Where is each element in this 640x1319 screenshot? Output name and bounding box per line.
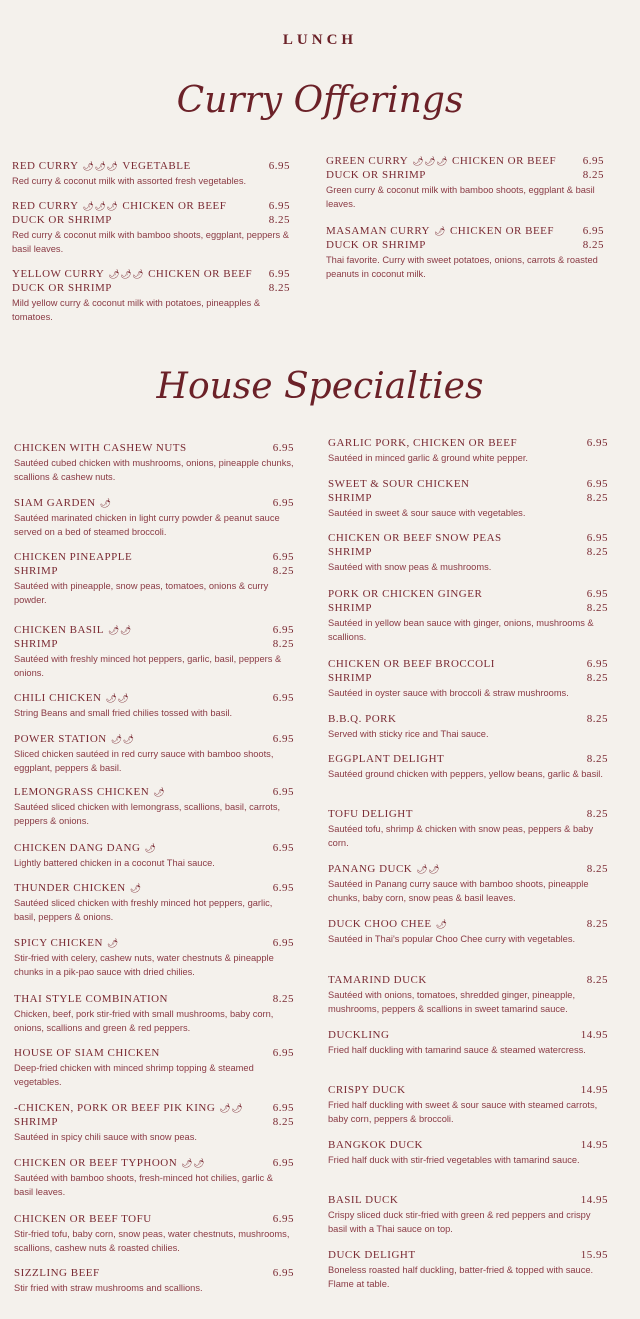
menu-item-description: Deep-fried chicken with minced shrimp topping & steamed vegetables.	[14, 1063, 254, 1087]
pepper-icon: 🌶🌶	[110, 734, 135, 744]
menu-item-sub-name: SHRIMP	[14, 1116, 58, 1128]
menu-item	[328, 437, 608, 465]
menu-item-price: 6.95	[272, 786, 294, 798]
menu-item-name: LEMONGRASS CHICKEN	[14, 786, 150, 798]
menu-item-sub-name: SHRIMP	[14, 638, 58, 650]
menu-item-sub-name: SHRIMP	[14, 565, 58, 577]
menu-item-price: 8.25	[586, 863, 608, 875]
menu-item-price: 6.95	[586, 588, 608, 600]
menu-item-description: Sautéed sliced chicken with lemongrass, scallions, basil, carrots, peppers & onions.	[14, 802, 281, 826]
menu-item	[326, 155, 604, 211]
menu-item-description: Sautéed with onions, tomatoes, shredded ginger, pineapple, mushrooms, peppers & scallions in sweet tamarind sauce.	[328, 990, 576, 1014]
menu-item-name: PORK OR CHICKEN GINGER	[328, 588, 483, 600]
pepper-icon: 🌶	[144, 843, 157, 853]
menu-item-name-row	[14, 442, 294, 456]
menu-item-price: 14.95	[580, 1194, 608, 1206]
menu-item-name-row	[328, 478, 608, 492]
menu-item	[328, 974, 608, 1016]
menu-item	[14, 624, 294, 680]
menu-item-name: RED CURRY	[12, 200, 79, 212]
menu-item-name: CRISPY DUCK	[328, 1084, 406, 1096]
menu-item	[14, 1047, 294, 1089]
menu-item	[328, 863, 608, 905]
menu-item-name-row	[14, 1047, 294, 1061]
menu-item-price: 6.95	[586, 532, 608, 544]
menu-item-name-variant: VEGETABLE	[122, 160, 191, 172]
menu-item-price: 6.95	[272, 842, 294, 854]
menu-item-description: Sautéed in spicy chili sauce with snow peas.	[14, 1132, 197, 1142]
menu-item	[12, 268, 290, 324]
menu-item-name-variant: CHICKEN OR BEEF	[452, 155, 557, 167]
menu-item-description: Lightly battered chicken in a coconut Thai sauce.	[14, 858, 215, 868]
menu-item-name: THAI STYLE COMBINATION	[14, 993, 168, 1005]
menu-item-name: -CHICKEN, PORK OR BEEF PIK KING	[14, 1102, 216, 1114]
menu-item	[14, 1102, 294, 1144]
menu-item	[328, 918, 608, 946]
menu-item-name-variant: CHICKEN OR BEEF	[148, 268, 253, 280]
menu-item-name: YELLOW CURRY	[12, 268, 105, 280]
menu-item	[14, 842, 294, 870]
menu-item-name: TAMARIND DUCK	[328, 974, 427, 986]
menu-item-description: Sautéed ground chicken with peppers, yellow beans, garlic & basil.	[328, 769, 603, 779]
menu-item-name: SWEET & SOUR CHICKEN	[328, 478, 470, 490]
pepper-icon: 🌶🌶	[107, 625, 132, 635]
pepper-icon: 🌶🌶🌶	[82, 201, 119, 211]
menu-item-price: 6.95	[272, 497, 294, 509]
pepper-icon: 🌶	[129, 883, 142, 893]
menu-item	[328, 1029, 608, 1057]
menu-item-name-row	[14, 624, 294, 638]
menu-item	[14, 937, 294, 979]
menu-item-sub-name: DUCK OR SHRIMP	[326, 169, 426, 181]
pepper-icon: 🌶🌶🌶	[82, 161, 119, 171]
menu-item-price: 6.95	[272, 882, 294, 894]
menu-item	[328, 1194, 608, 1236]
menu-item-description: Served with sticky rice and Thai sauce.	[328, 729, 489, 739]
menu-item-sub-price: 8.25	[268, 282, 290, 294]
menu-item-sub-name: SHRIMP	[328, 546, 372, 558]
menu-item-sub-price: 8.25	[582, 239, 604, 251]
menu-item-name-row	[328, 974, 608, 988]
menu-item-name-row	[328, 753, 608, 767]
menu-item-price: 8.25	[586, 753, 608, 765]
menu-item-description: Sautéed with freshly minced hot peppers, garlic, basil, peppers & onions.	[14, 654, 282, 678]
menu-item-description: Fried half duck with stir-fried vegetables with tamarind sauce.	[328, 1155, 580, 1165]
menu-item	[328, 1249, 608, 1291]
menu-item-name: CHICKEN DANG DANG	[14, 842, 141, 854]
menu-item-sub-row	[12, 214, 290, 228]
menu-item	[328, 478, 608, 520]
menu-item-name: GREEN CURRY	[326, 155, 409, 167]
menu-item	[14, 1157, 294, 1199]
menu-item-sub-price: 8.25	[272, 565, 294, 577]
menu-item-name-row	[328, 1029, 608, 1043]
menu-item-name-row	[328, 1194, 608, 1208]
menu-item-name: CHICKEN WITH CASHEW NUTS	[14, 442, 187, 454]
menu-item-name: RED CURRY	[12, 160, 79, 172]
menu-item-name-row	[326, 155, 604, 169]
menu-item-sub-price: 8.25	[586, 546, 608, 558]
menu-item-name-row	[328, 1084, 608, 1098]
menu-item-name-row	[14, 692, 294, 706]
menu-item-description: Fried half duckling with sweet & sour sauce with steamed carrots, baby corn, peppers & broccoli.	[328, 1100, 598, 1124]
menu-item-name: POWER STATION	[14, 733, 107, 745]
menu-item	[14, 993, 294, 1035]
menu-item-sub-price: 8.25	[586, 492, 608, 504]
menu-item-name: TOFU DELIGHT	[328, 808, 413, 820]
menu-item-sub-name: DUCK OR SHRIMP	[12, 214, 112, 226]
menu-item-price: 15.95	[580, 1249, 608, 1261]
menu-item	[14, 786, 294, 828]
pepper-icon: 🌶🌶	[181, 1158, 206, 1168]
menu-item	[328, 1084, 608, 1126]
menu-item-name-row	[14, 786, 294, 800]
menu-item-name-row	[328, 532, 608, 546]
menu-item-name: DUCKLING	[328, 1029, 390, 1041]
menu-item-name-row	[328, 808, 608, 822]
menu-item-sub-row	[326, 169, 604, 183]
menu-item-description: Stir fried with straw mushrooms and scallions.	[14, 1283, 203, 1293]
menu-item-name-row	[328, 1249, 608, 1263]
menu-item-description: Sautéed with snow peas & mushrooms.	[328, 562, 492, 572]
menu-item-description: Green curry & coconut milk with bamboo shoots, eggplant & basil leaves.	[326, 185, 595, 209]
pepper-icon: 🌶	[435, 919, 448, 929]
menu-item-name-row	[328, 713, 608, 727]
menu-item-name: SIAM GARDEN	[14, 497, 96, 509]
menu-item-description: Crispy sliced duck stir-fried with green & red peppers and crispy basil with a Thai sauce on top.	[328, 1210, 591, 1234]
menu-item-name: CHICKEN OR BEEF BROCCOLI	[328, 658, 495, 670]
menu-item-price: 6.95	[268, 200, 290, 212]
menu-item	[328, 1139, 608, 1167]
menu-item-name-row	[326, 225, 604, 239]
menu-item-name-row	[14, 733, 294, 747]
menu-item	[14, 733, 294, 775]
menu-item-description: String Beans and small fried chilies tossed with basil.	[14, 708, 233, 718]
menu-item-sub-row	[14, 638, 294, 652]
menu-item-name: HOUSE OF SIAM CHICKEN	[14, 1047, 160, 1059]
menu-item-name-row	[14, 1267, 294, 1281]
menu-item-sub-row	[14, 1116, 294, 1130]
pepper-icon: 🌶	[106, 938, 119, 948]
menu-item-price: 6.95	[272, 1213, 294, 1225]
menu-item-name: BASIL DUCK	[328, 1194, 399, 1206]
menu-item-name-row	[328, 918, 608, 932]
menu-item-sub-name: SHRIMP	[328, 602, 372, 614]
menu-item-name: CHICKEN OR BEEF TYPHOON	[14, 1157, 178, 1169]
menu-item-name-row	[328, 658, 608, 672]
menu-item	[12, 160, 290, 188]
menu-item-name: MASAMAN CURRY	[326, 225, 430, 237]
menu-item-price: 8.25	[586, 918, 608, 930]
menu-item-description: Stir-fried tofu, baby corn, snow peas, water chestnuts, mushrooms, scallions, cashew nuts & roasted chilies.	[14, 1229, 290, 1253]
menu-item-name-row	[14, 497, 294, 511]
menu-item-description: Sautéed in sweet & sour sauce with vegetables.	[328, 508, 526, 518]
menu-item-sub-row	[14, 565, 294, 579]
menu-item-description: Sautéed in Thai's popular Choo Chee curry with vegetables.	[328, 934, 576, 944]
menu-item-name-row	[12, 200, 290, 214]
menu-item-sub-row	[328, 602, 608, 616]
menu-item-sub-row	[328, 546, 608, 560]
menu-item-name-row	[14, 937, 294, 951]
menu-item-price: 6.95	[272, 1047, 294, 1059]
menu-item	[12, 200, 290, 256]
pepper-icon: 🌶🌶🌶	[412, 156, 448, 166]
menu-item-price: 6.95	[268, 268, 290, 280]
menu-item-description: Thai favorite. Curry with sweet potatoes, onions, carrots & roasted peanuts in coconut milk.	[326, 255, 598, 279]
menu-item-name-row	[14, 993, 294, 1007]
menu-item-price: 6.95	[586, 437, 608, 449]
menu-item-name-row	[328, 588, 608, 602]
menu-item	[14, 551, 294, 607]
lunch-heading: LUNCH	[282, 32, 358, 48]
menu-item-name: GARLIC PORK, CHICKEN OR BEEF	[328, 437, 518, 449]
menu-item-sub-name: SHRIMP	[328, 672, 372, 684]
menu-item-name: CHICKEN PINEAPPLE	[14, 551, 133, 563]
menu-item-name: PANANG DUCK	[328, 863, 413, 875]
pepper-icon: 🌶🌶🌶	[108, 269, 145, 279]
pepper-icon: 🌶🌶	[105, 693, 130, 703]
pepper-icon: 🌶	[153, 787, 166, 797]
menu-item	[14, 497, 294, 539]
menu-item-description: Sautéed with pineapple, snow peas, tomatoes, onions & curry powder.	[14, 581, 269, 605]
menu-item	[328, 753, 608, 781]
menu-item-name-row	[14, 842, 294, 856]
menu-item-price: 6.95	[582, 155, 604, 167]
menu-item-name: DUCK CHOO CHEE	[328, 918, 432, 930]
menu-item-name-row	[328, 437, 608, 451]
menu-item-sub-row	[328, 492, 608, 506]
menu-item-price: 6.95	[272, 692, 294, 704]
menu-item-price: 14.95	[580, 1139, 608, 1151]
menu-item-description: Stir-fried with celery, cashew nuts, water chestnuts & pineapple chunks in a pik-pao sauce with dried chilies.	[14, 953, 274, 977]
menu-item-description: Sautéed with bamboo shoots, fresh-minced hot chilies, garlic & basil leaves.	[14, 1173, 273, 1197]
section-title-house: House Specialties	[156, 366, 484, 407]
menu-item	[328, 588, 608, 644]
menu-item-description: Sautéed cubed chicken with mushrooms, onions, pineapple chunks, scallions & cashew nuts.	[14, 458, 294, 482]
menu-item-price: 6.95	[272, 551, 294, 563]
menu-item-name: CHICKEN OR BEEF TOFU	[14, 1213, 152, 1225]
menu-item-description: Red curry & coconut milk with assorted fresh vegetables.	[12, 176, 247, 186]
menu-item-description: Sautéed in oyster sauce with broccoli & straw mushrooms.	[328, 688, 569, 698]
menu-item-price: 6.95	[272, 937, 294, 949]
menu-item-price: 6.95	[272, 1157, 294, 1169]
pepper-icon: 🌶🌶	[416, 864, 441, 874]
menu-item-name: SPICY CHICKEN	[14, 937, 103, 949]
menu-item-price: 6.95	[586, 478, 608, 490]
menu-item-sub-price: 8.25	[586, 602, 608, 614]
menu-item-price: 6.95	[268, 160, 290, 172]
menu-item-description: Chicken, beef, pork stir-fried with small mushrooms, baby corn, onions, scallions and green & red peppers.	[14, 1009, 274, 1033]
menu-item-description: Sliced chicken sautéed in red curry sauce with bamboo shoots, eggplant, peppers & basil.	[14, 749, 274, 773]
menu-item	[326, 225, 604, 281]
menu-item-price: 14.95	[580, 1084, 608, 1096]
menu-item	[328, 532, 608, 574]
menu-item-name-row	[14, 1102, 294, 1116]
menu-item-name-row	[12, 268, 290, 282]
menu-item-name: THUNDER CHICKEN	[14, 882, 126, 894]
menu-item	[328, 808, 608, 850]
menu-item-name: DUCK DELIGHT	[328, 1249, 416, 1261]
menu-item-name-row	[14, 882, 294, 896]
menu-item-sub-price: 8.25	[268, 214, 290, 226]
menu-item-description: Sautéed sliced chicken with freshly minced hot peppers, garlic, basil, peppers & onions.	[14, 898, 273, 922]
menu-item-sub-name: DUCK OR SHRIMP	[12, 282, 112, 294]
menu-item-sub-price: 8.25	[586, 672, 608, 684]
menu-item-description: Sautéed in yellow bean sauce with ginger, onions, mushrooms & scallions.	[328, 618, 594, 642]
menu-item	[328, 658, 608, 700]
menu-item	[328, 713, 608, 741]
menu-item-price: 14.95	[580, 1029, 608, 1041]
menu-item-name-variant: CHICKEN OR BEEF	[449, 225, 554, 237]
menu-item-name-variant: CHICKEN OR BEEF	[122, 200, 227, 212]
menu-item-name: SIZZLING BEEF	[14, 1267, 100, 1279]
menu-item-name: CHICKEN OR BEEF SNOW PEAS	[328, 532, 502, 544]
menu-item-price: 8.25	[586, 713, 608, 725]
menu-item-price: 6.95	[272, 1102, 294, 1114]
menu-item-name: CHILI CHICKEN	[14, 692, 102, 704]
menu-item	[14, 442, 294, 484]
menu-item-description: Fried half duckling with tamarind sauce & steamed watercress.	[328, 1045, 586, 1055]
pepper-icon: 🌶	[434, 226, 446, 236]
menu-item-description: Sautéed in Panang curry sauce with bamboo shoots, pineapple chunks, baby corn, snow peas & basil leaves.	[328, 879, 589, 903]
menu-item-description: Mild yellow curry & coconut milk with potatoes, pineapples & tomatoes.	[12, 298, 261, 322]
pepper-icon: 🌶	[99, 498, 112, 508]
menu-item-sub-name: DUCK OR SHRIMP	[326, 239, 426, 251]
menu-item-name-row	[328, 863, 608, 877]
menu-item-name: EGGPLANT DELIGHT	[328, 753, 445, 765]
menu-item-sub-row	[328, 672, 608, 686]
menu-item-price: 6.95	[582, 225, 604, 237]
menu-item-price: 6.95	[272, 442, 294, 454]
menu-item-sub-name: SHRIMP	[328, 492, 372, 504]
menu-item-sub-row	[12, 282, 290, 296]
menu-item-price: 6.95	[272, 624, 294, 636]
menu-item-price: 8.25	[272, 993, 294, 1005]
menu-item-name-row	[328, 1139, 608, 1153]
menu-item-sub-price: 8.25	[272, 638, 294, 650]
menu-item-sub-price: 8.25	[582, 169, 604, 181]
menu-item-description: Sautéed in minced garlic & ground white pepper.	[328, 453, 529, 463]
menu-item-sub-price: 8.25	[272, 1116, 294, 1128]
menu-item	[14, 1267, 294, 1295]
menu-item-name: B.B.Q. PORK	[328, 713, 397, 725]
pepper-icon: 🌶🌶	[219, 1103, 244, 1113]
menu-item-name-row	[12, 160, 290, 174]
menu-item-description: Sautéed marinated chicken in light curry powder & peanut sauce served on a bed of steamed broccoli.	[14, 513, 280, 537]
menu-item-sub-row	[326, 239, 604, 253]
menu-item-price: 6.95	[586, 658, 608, 670]
section-title-curry: Curry Offerings	[176, 80, 464, 121]
menu-item-name: CHICKEN BASIL	[14, 624, 104, 636]
menu-item	[14, 882, 294, 924]
menu-item-name-row	[14, 1213, 294, 1227]
menu-item-price: 6.95	[272, 733, 294, 745]
menu-item	[14, 692, 294, 720]
menu-item-name-row	[14, 1157, 294, 1171]
menu-item-price: 8.25	[586, 974, 608, 986]
menu-item-description: Boneless roasted half duckling, batter-fried & topped with sauce. Flame at table.	[328, 1265, 594, 1289]
menu-item-price: 8.25	[586, 808, 608, 820]
menu-item-name: BANGKOK DUCK	[328, 1139, 423, 1151]
menu-item	[14, 1213, 294, 1255]
menu-item-description: Sautéed tofu, shrimp & chicken with snow peas, peppers & baby corn.	[328, 824, 594, 848]
menu-item-description: Red curry & coconut milk with bamboo shoots, eggplant, peppers & basil leaves.	[12, 230, 289, 254]
menu-item-name-row	[14, 551, 294, 565]
menu-item-price: 6.95	[272, 1267, 294, 1279]
